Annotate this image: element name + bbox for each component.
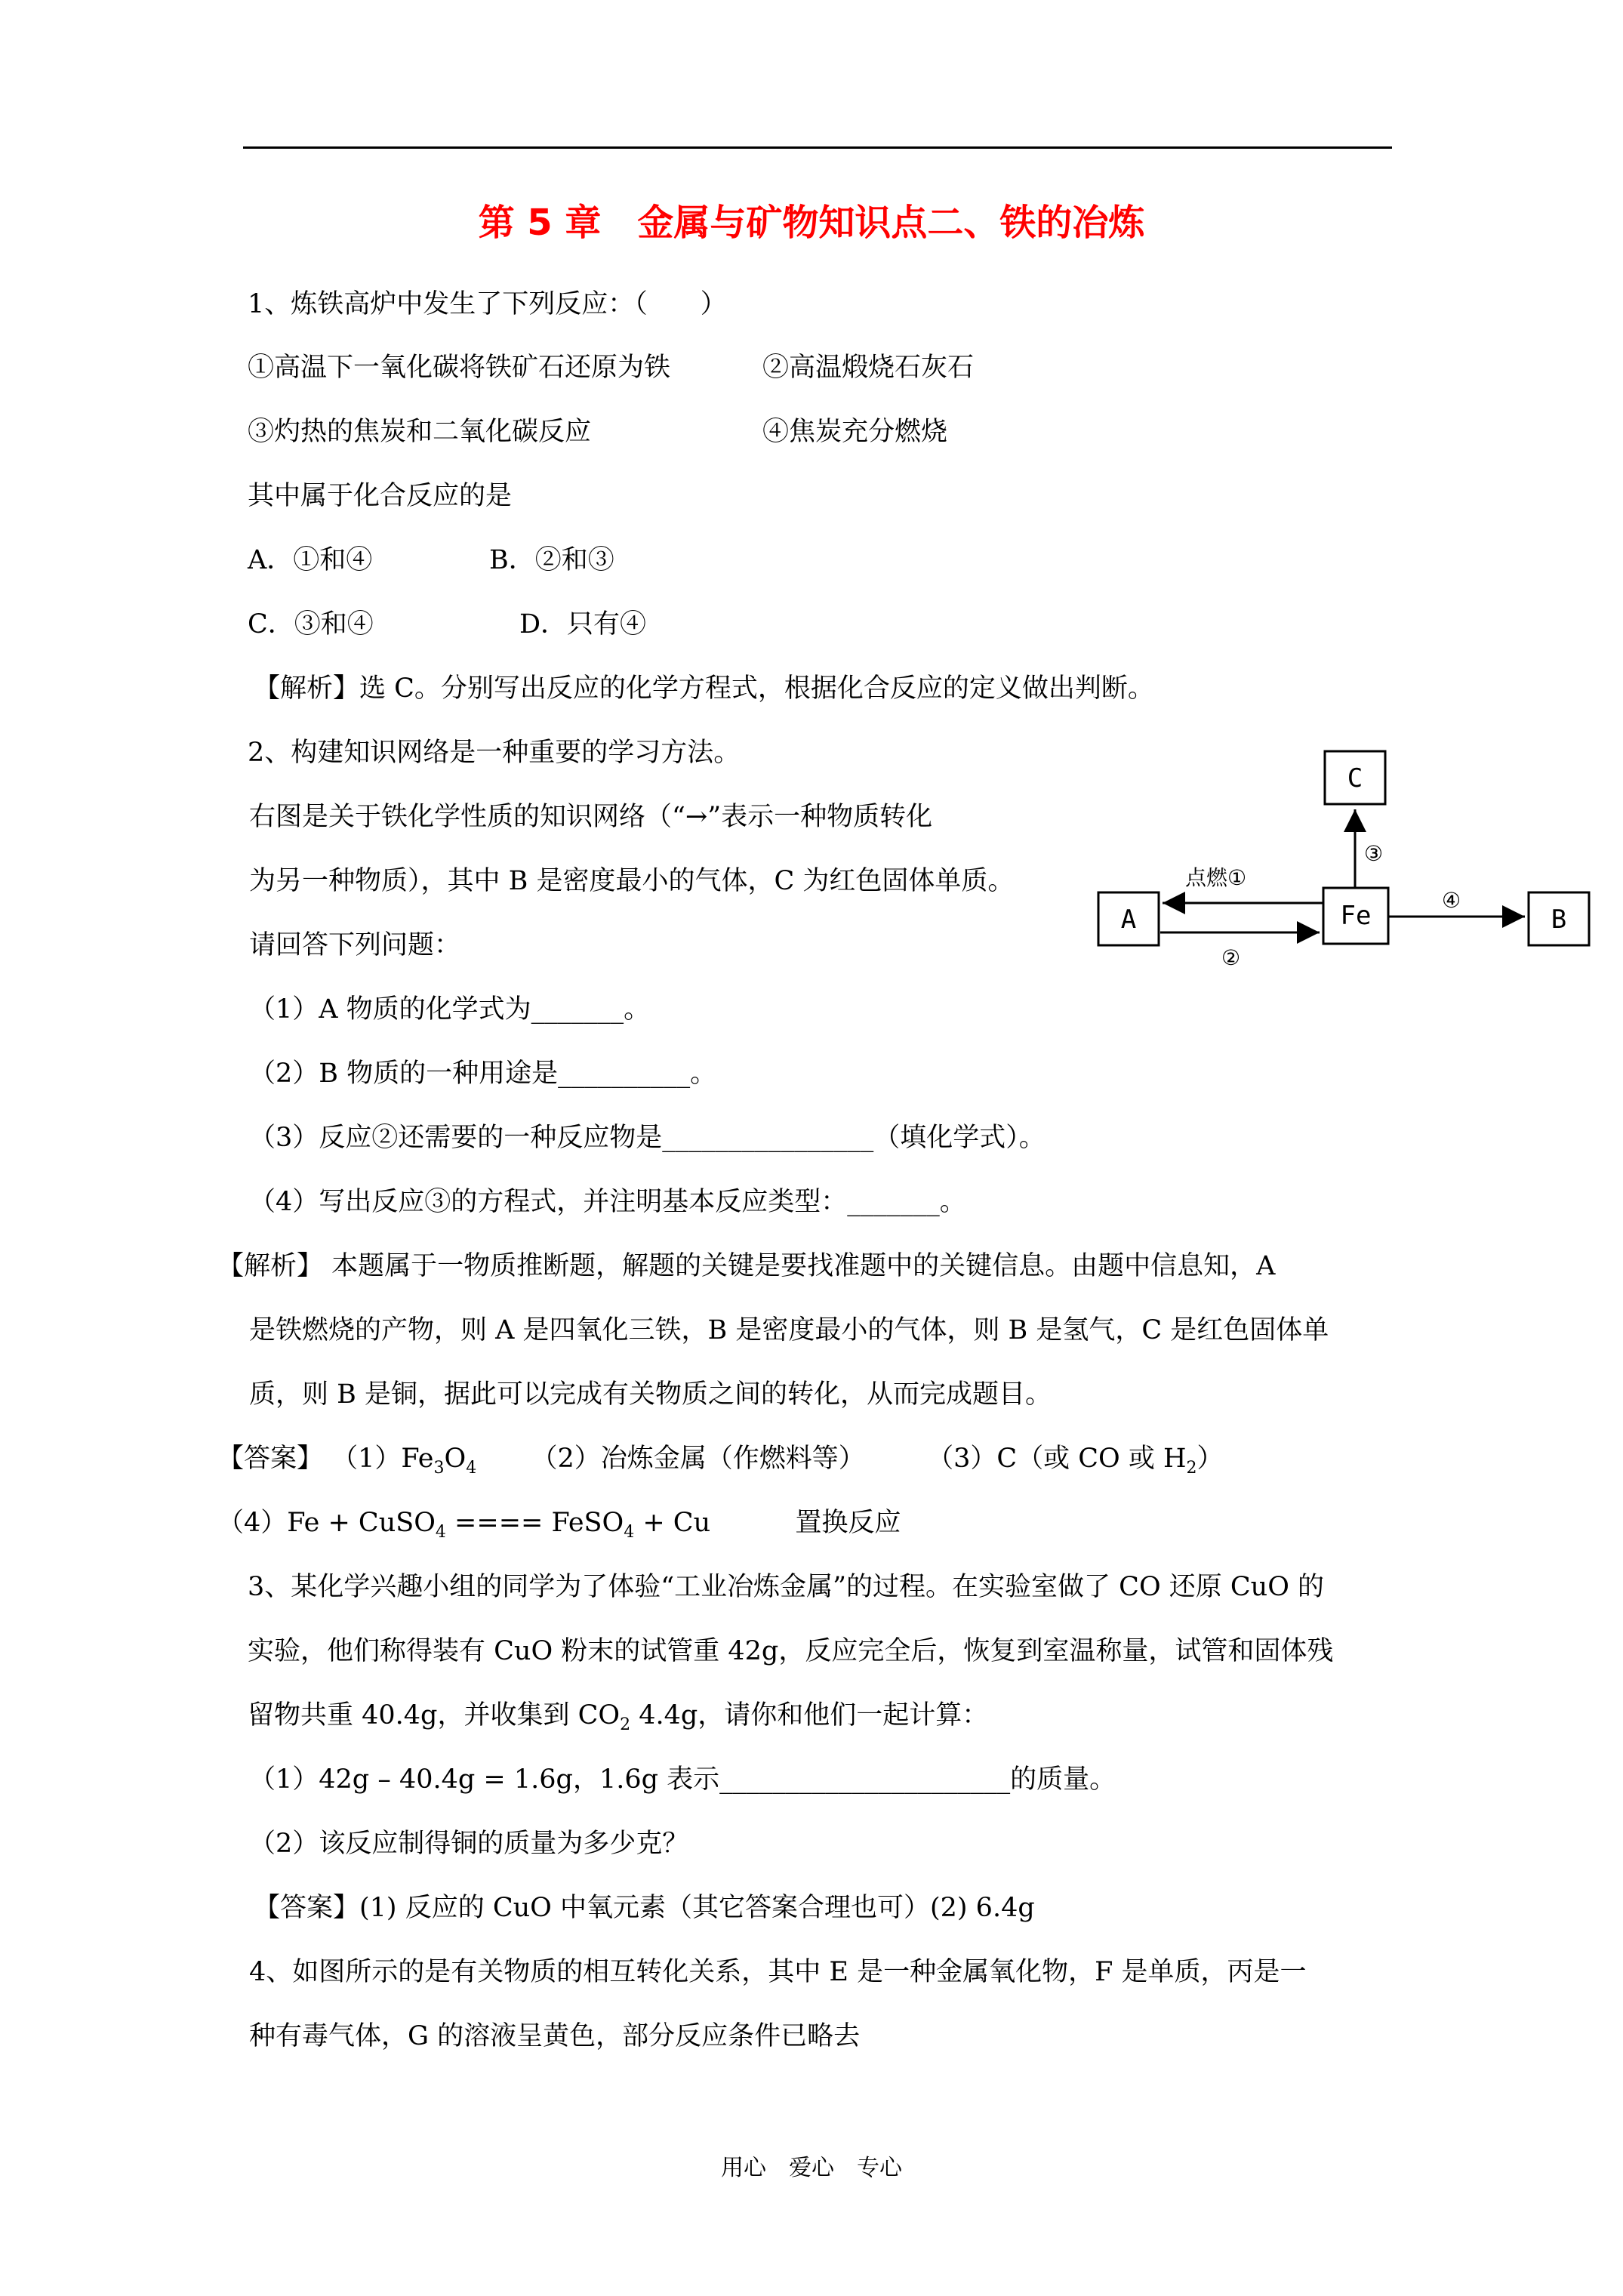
- q2-analysis-3: 质，则 B 是铜，据此可以完成有关物质之间的转化，从而完成题目。: [249, 1379, 1052, 1410]
- q2-part-1: （1）A 物质的化学式为_______。: [249, 994, 651, 1025]
- q2-ask: 请回答下列问题：: [249, 930, 461, 960]
- answer-reaction-type: 置换反应: [795, 1508, 901, 1538]
- box-fe-label: Fe: [1340, 901, 1372, 931]
- q3-line-2: 实验，他们称得装有 CuO 粉末的试管重 42g，反应完全后，恢复到室温称量，试管和固体残: [248, 1636, 1334, 1666]
- answer-equation: （4）Fe + CuSO$_4$ ==== FeSO$_4$ + Cu: [217, 1508, 711, 1542]
- q1-option-c: C．③和④: [248, 609, 374, 639]
- q2-answer-line-1: [217, 1443, 1224, 1478]
- header-rule: [243, 146, 1392, 149]
- q3-answer: 【答案】(1) 反应的 CuO 中氧元素（其它答案合理也可）(2) 6.4g: [254, 1893, 1035, 1923]
- q2-analysis-1: 【解析】 本题属于一物质推断题，解题的关键是要找准题中的关键信息。由题中信息知，A: [217, 1251, 1276, 1281]
- q1-analysis: 【解析】选 C。分别写出反应的化学方程式，根据化合反应的定义做出判断。: [254, 673, 1154, 704]
- q1-reaction-2: ②高温煅烧石灰石: [762, 353, 975, 383]
- answer-label: 【答案】: [217, 1444, 324, 1474]
- page-footer: 用心 爱心 专心: [721, 2155, 902, 2181]
- arrow-4-label: ④: [1442, 888, 1461, 913]
- q3-line-3: 留物共重 40.4g，并收集到 $CO_2$ 4.4g，请你和他们一起计算：: [248, 1700, 989, 1734]
- iron-knowledge-network-diagram: [1087, 747, 1593, 974]
- q1-option-b: B．②和③: [489, 545, 614, 575]
- q1-stem: 1、炼铁高炉中发生了下列反应：（ ）: [248, 289, 727, 319]
- q1-option-d: D．只有④: [519, 609, 647, 639]
- q1-reaction-1: ①高温下一氧化碳将铁矿石还原为铁: [248, 353, 671, 383]
- answer-part-3: （3）C（或 CO 或 $H_2$）: [927, 1444, 1224, 1478]
- q1-reaction-4: ④焦炭充分燃烧: [762, 417, 948, 447]
- box-a-label: A: [1120, 905, 1137, 935]
- q4-line-1: 4、如图所示的是有关物质的相互转化关系，其中 E 是一种金属氧化物，F 是单质，丙是一: [249, 1957, 1307, 1987]
- answer-part-1: $(1)Fe_3O_4$: [331, 1444, 477, 1478]
- q2-part-4: （4）写出反应③的方程式，并注明基本反应类型：_______。: [249, 1187, 966, 1217]
- q2-description-1: 右图是关于铁化学性质的知识网络（“→”表示一种物质转化: [249, 802, 933, 832]
- box-b-label: B: [1551, 905, 1567, 935]
- q1-option-a: A．①和④: [248, 545, 373, 575]
- q1-ask: 其中属于化合反应的是: [248, 481, 513, 511]
- box-c-label: C: [1347, 763, 1363, 794]
- q2-stem: 2、构建知识网络是一种重要的学习方法。: [248, 738, 741, 768]
- q1-reaction-3: ③灼热的焦炭和二氧化碳反应: [248, 417, 592, 447]
- q4-line-2: 种有毒气体，G 的溶液呈黄色，部分反应条件已略去: [249, 2021, 861, 2051]
- page-title: 第 5 章 金属与矿物知识点二、铁的冶炼: [478, 202, 1145, 244]
- q3-line-1: 3、某化学兴趣小组的同学为了体验“工业冶炼金属”的过程。在实验室做了 CO 还原 CuO 的: [248, 1572, 1325, 1602]
- q2-part-3: （3）反应②还需要的一种反应物是________________（填化学式）。: [249, 1123, 1046, 1153]
- answer-part-2: （2）冶炼金属（作燃料等）: [531, 1444, 865, 1474]
- q3-part-1: （1）42g – 40.4g = 1.6g，1.6g 表示______________________的质量。: [249, 1764, 1116, 1795]
- arrow-1-label: 点燃①: [1185, 865, 1247, 890]
- q2-part-2: （2）B 物质的一种用途是__________。: [249, 1059, 717, 1089]
- q2-analysis-2: 是铁燃烧的产物，则 A 是四氧化三铁，B 是密度最小的气体，则 B 是氢气，C 是红色固体单: [249, 1315, 1329, 1345]
- q2-description-2: 为另一种物质），其中 B 是密度最小的气体，C 为红色固体单质。: [249, 866, 1015, 896]
- q3-part-2: （2）该反应制得铜的质量为多少克？: [249, 1829, 689, 1859]
- q2-answer-line-2: [217, 1507, 901, 1542]
- arrow-3-label: ③: [1364, 841, 1384, 866]
- arrow-2-label: ②: [1221, 945, 1241, 970]
